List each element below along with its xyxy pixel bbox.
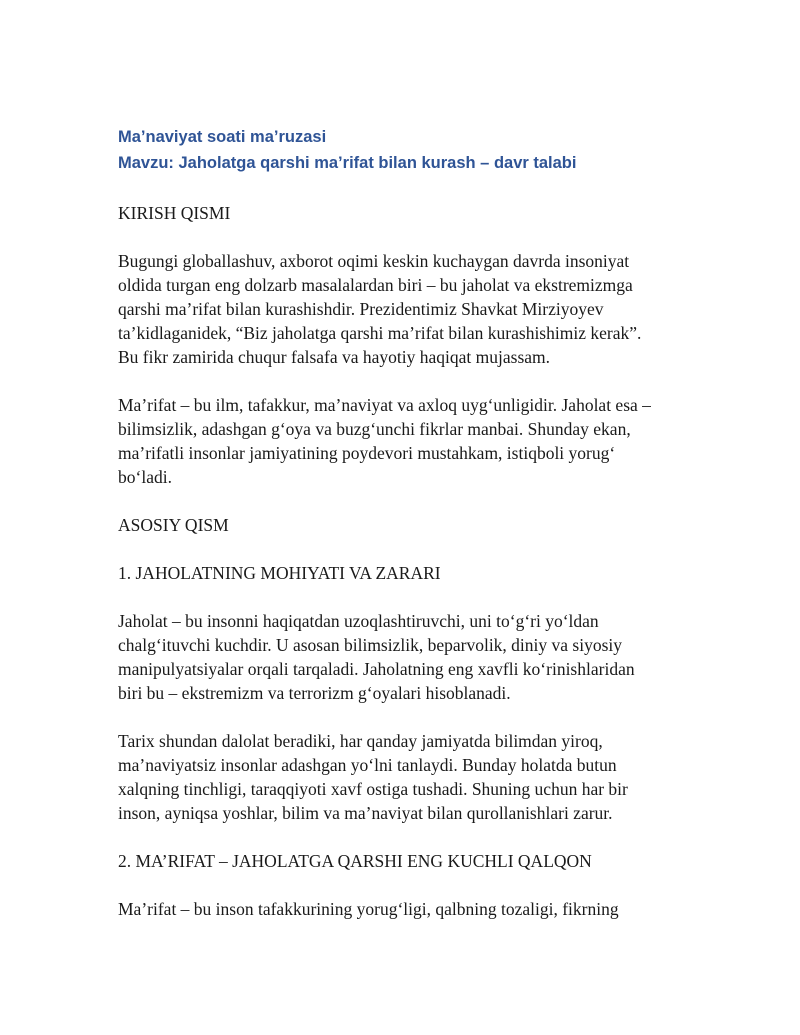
document-title: Ma’naviyat soati ma’ruzasi bbox=[118, 128, 327, 146]
text-line: ta’kidlaganidek, “Biz jaholatga qarshi ma’rifat bilan kurashishimiz kerak”. bbox=[118, 323, 642, 343]
text-line: biri bu – ekstremizm va terrorizm g‘oyalari hisoblanadi. bbox=[118, 683, 511, 703]
document-page bbox=[118, 124, 698, 921]
text-line: inson, ayniqsa yoshlar, bilim va ma’naviyat bilan qurollanishlari zarur. bbox=[118, 803, 613, 823]
text-line: xalqning tinchligi, taraqqiyoti xavf ostiga tushadi. Shuning uchun har bir bbox=[118, 779, 628, 799]
paragraph-sub1-1 bbox=[118, 609, 698, 705]
document-subtitle: Mavzu: Jaholatga qarshi ma’rifat bilan kurash – davr talabi bbox=[118, 154, 577, 172]
text-line: oldida turgan eng dolzarb masalalardan biri – bu jaholat va ekstremizmga bbox=[118, 275, 633, 295]
text-line: qarshi ma’rifat bilan kurashishdir. Prezidentimiz Shavkat Mirziyoyev bbox=[118, 299, 604, 319]
text-line: manipulyatsiyalar orqali tarqaladi. Jaholatning eng xavfli ko‘rinishlaridan bbox=[118, 659, 635, 679]
text-line: bilimsizlik, adashgan g‘oya va buzg‘unchi fikrlar manbai. Shunday ekan, bbox=[118, 419, 631, 439]
section-heading-main: ASOSIY QISM bbox=[118, 515, 229, 535]
text-line: ma’naviyatsiz insonlar adashgan yo‘lni tanlaydi. Bunday holatda butun bbox=[118, 755, 617, 775]
subsection-heading-1: 1. JAHOLATNING MOHIYATI VA ZARARI bbox=[118, 563, 441, 583]
text-line: chalg‘ituvchi kuchdir. U asosan bilimsizlik, beparvolik, diniy va siyosiy bbox=[118, 635, 623, 655]
paragraph-sub1-2 bbox=[118, 729, 698, 825]
paragraph-sub2-1 bbox=[118, 897, 698, 921]
text-line: Ma’rifat – bu inson tafakkurining yorug‘ligi, qalbning tozaligi, fikrning bbox=[118, 899, 619, 919]
paragraph-intro-2 bbox=[118, 393, 698, 489]
text-line: ma’rifatli insonlar jamiyatining poydevori mustahkam, istiqboli yorug‘ bbox=[118, 443, 616, 463]
text-line: Tarix shundan dalolat beradiki, har qanday jamiyatda bilimdan yiroq, bbox=[118, 731, 603, 751]
text-line: bo‘ladi. bbox=[118, 467, 172, 487]
paragraph-intro-1 bbox=[118, 249, 698, 369]
section-heading-intro: KIRISH QISMI bbox=[118, 203, 231, 223]
text-line: Jaholat – bu insonni haqiqatdan uzoqlashtiruvchi, uni to‘g‘ri yo‘ldan bbox=[118, 611, 599, 631]
text-line: Bugungi globallashuv, axborot oqimi keskin kuchaygan davrda insoniyat bbox=[118, 251, 630, 271]
subsection-heading-2: 2. MA’RIFAT – JAHOLATGA QARSHI ENG KUCHLI QALQON bbox=[118, 851, 592, 871]
text-line: Bu fikr zamirida chuqur falsafa va hayotiy haqiqat mujassam. bbox=[118, 347, 551, 367]
text-line: Ma’rifat – bu ilm, tafakkur, ma’naviyat va axloq uyg‘unligidir. Jaholat esa – bbox=[118, 395, 651, 415]
